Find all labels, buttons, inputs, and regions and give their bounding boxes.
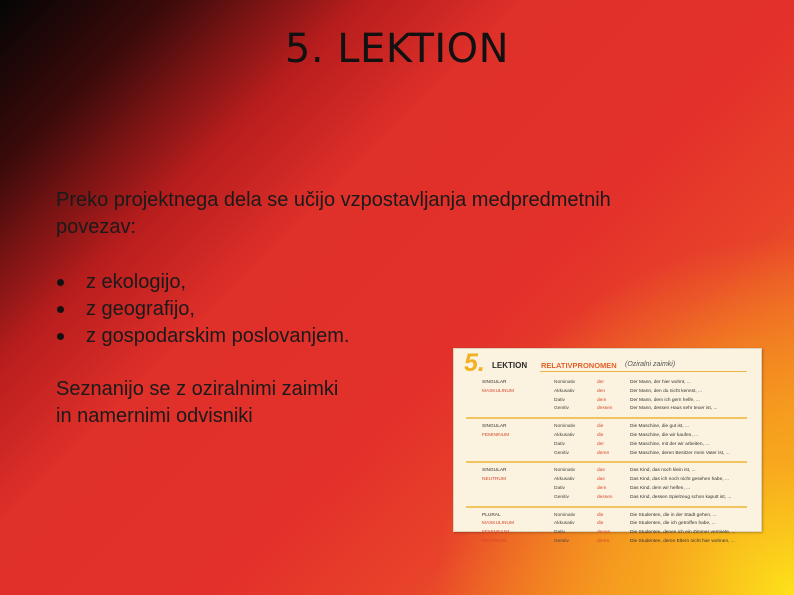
lesson-number: 5.: [464, 349, 485, 377]
table-row: [466, 476, 747, 485]
table-row: [466, 512, 747, 521]
gender-cell: [466, 485, 554, 494]
lesson-label: LEKTION: [492, 361, 528, 370]
case-cell: Nominativ: [554, 512, 576, 518]
bullet-dot-icon: [57, 279, 64, 286]
header-divider: [540, 371, 747, 372]
table-row: [466, 529, 747, 538]
case-cell: Akkusativ: [554, 388, 575, 394]
case-cell: Akkusativ: [554, 521, 575, 527]
pronoun-cell: der: [597, 441, 604, 447]
case-cell: Dativ: [554, 530, 565, 536]
slide-title: 5. LEKTION: [284, 26, 510, 72]
topic-list: [56, 269, 349, 350]
gender-cell: SINGULAR: [482, 380, 507, 385]
table-row: [466, 379, 747, 388]
table-row: [466, 388, 747, 397]
table-group: [466, 417, 747, 461]
list-item: [56, 323, 349, 350]
table-row: [466, 441, 747, 450]
table-row: [466, 520, 747, 529]
table-heading: RELATIVPRONOMEN: [541, 361, 617, 370]
example-cell: Das Kind, dem wir helfen, ...: [630, 485, 690, 491]
example-cell: Das Kind, dessen Spielzeug schon kaputt ist, ...: [630, 494, 732, 500]
table-row: [466, 432, 747, 441]
table-body: [454, 375, 761, 550]
table-row: [466, 405, 747, 414]
pronoun-cell: der: [597, 380, 604, 385]
outro-line: Seznanijo se z oziralnimi zaimki: [56, 378, 339, 400]
case-cell: Nominativ: [554, 424, 576, 430]
pronoun-cell: deren: [597, 538, 610, 544]
example-cell: Die Maschine, die gut ist, ...: [630, 424, 689, 430]
pronoun-cell: das: [597, 468, 605, 474]
example-cell: Die Studenten, denen ich ein Zimmer vermiete, ...: [630, 530, 736, 536]
gender-cell: SINGULAR: [482, 424, 507, 430]
list-item: [56, 296, 349, 323]
pronoun-cell: dem: [597, 397, 607, 403]
case-cell: Genitiv: [554, 538, 569, 544]
pronoun-cell: die: [597, 521, 604, 527]
bullet-dot-icon: [57, 333, 64, 340]
gender-cell: PLURAL: [482, 512, 501, 518]
pronoun-cell: das: [597, 477, 605, 483]
pronoun-cell: denen: [597, 530, 611, 536]
example-cell: Die Maschine, mit der wir arbeiten, ...: [630, 441, 710, 447]
gender-cell: [466, 450, 554, 459]
list-item: [56, 269, 349, 296]
table-subheading: (Oziralni zaimki): [625, 361, 676, 368]
table-group: [466, 375, 747, 417]
relativpronomen-table-image: [453, 348, 762, 544]
gender-cell: FEMININUM: [482, 432, 510, 438]
outro-line: in namernimi odvisniki: [56, 405, 253, 427]
list-item-text: z geografijo,: [86, 298, 195, 320]
table-row: [466, 423, 747, 432]
example-cell: Das Kind, das noch klein ist, ...: [630, 468, 696, 474]
table-row: [466, 494, 747, 503]
gender-cell: SINGULAR: [482, 468, 507, 474]
table-row: [466, 397, 747, 406]
pronoun-cell: dem: [597, 485, 607, 491]
table-group: [466, 506, 747, 550]
example-cell: Der Mann, den du nicht kennst, ...: [630, 388, 702, 394]
case-cell: Genitiv: [554, 450, 569, 456]
case-cell: Dativ: [554, 441, 565, 447]
gender-cell: [466, 397, 554, 406]
example-cell: Die Maschine, deren Besitzer mein Vater ist, ...: [630, 450, 730, 456]
case-cell: Genitiv: [554, 494, 569, 500]
pronoun-cell: den: [597, 388, 606, 394]
gender-cell: MASKULINUM: [482, 388, 514, 394]
example-cell: Der Mann, dessen Haus sehr teuer ist, ...: [630, 406, 718, 412]
case-cell: Akkusativ: [554, 477, 575, 483]
pronoun-cell: die: [597, 432, 604, 438]
pronoun-cell: die: [597, 424, 604, 430]
case-cell: Dativ: [554, 485, 565, 491]
table-row: [466, 538, 747, 547]
bullet-dot-icon: [57, 306, 64, 313]
pronoun-cell: dessen: [597, 406, 613, 412]
case-cell: Nominativ: [554, 468, 576, 474]
example-cell: Der Mann, der hier wohnt, ...: [630, 380, 691, 385]
gender-cell: [466, 441, 554, 450]
intro-paragraph: Preko projektnega dela se učijo vzpostavljanja medpredmetnih povezav:: [56, 189, 611, 238]
gender-cell: NEUTRUM: [482, 538, 506, 544]
gender-cell: [466, 494, 554, 503]
case-cell: Akkusativ: [554, 432, 575, 438]
example-cell: Der Mann, dem ich gern helfe, ...: [630, 397, 700, 403]
gender-cell: FEMININUM: [482, 530, 510, 536]
example-cell: Das Kind, das ich noch nicht gesehen habe, ...: [630, 477, 729, 483]
gender-cell: MASKULINUM: [482, 521, 514, 527]
list-item-text: z gospodarskim poslovanjem.: [86, 325, 350, 347]
table-group: [466, 461, 747, 505]
pronoun-cell: die: [597, 512, 604, 518]
example-cell: Die Studenten, die in der Stadt gehen, ...: [630, 512, 717, 518]
table-header: [454, 349, 761, 375]
gender-cell: NEUTRUM: [482, 477, 506, 483]
table-row: [466, 485, 747, 494]
pronoun-cell: deren: [597, 450, 610, 456]
example-cell: Die Studenten, die ich getroffen habe, ...: [630, 521, 716, 527]
list-item-text: z ekologijo,: [86, 271, 187, 293]
pronoun-cell: dessen: [597, 494, 613, 500]
table-row: [466, 450, 747, 459]
case-cell: Nominativ: [554, 380, 576, 385]
outro-paragraph: [56, 376, 436, 430]
example-cell: Die Studenten, deren Eltern nicht hier wohnen, ...: [630, 538, 735, 544]
table-row: [466, 467, 747, 476]
case-cell: Genitiv: [554, 406, 569, 412]
gender-cell: [466, 405, 554, 414]
example-cell: Die Maschine, die wir kaufen, ...: [630, 432, 698, 438]
case-cell: Dativ: [554, 397, 565, 403]
